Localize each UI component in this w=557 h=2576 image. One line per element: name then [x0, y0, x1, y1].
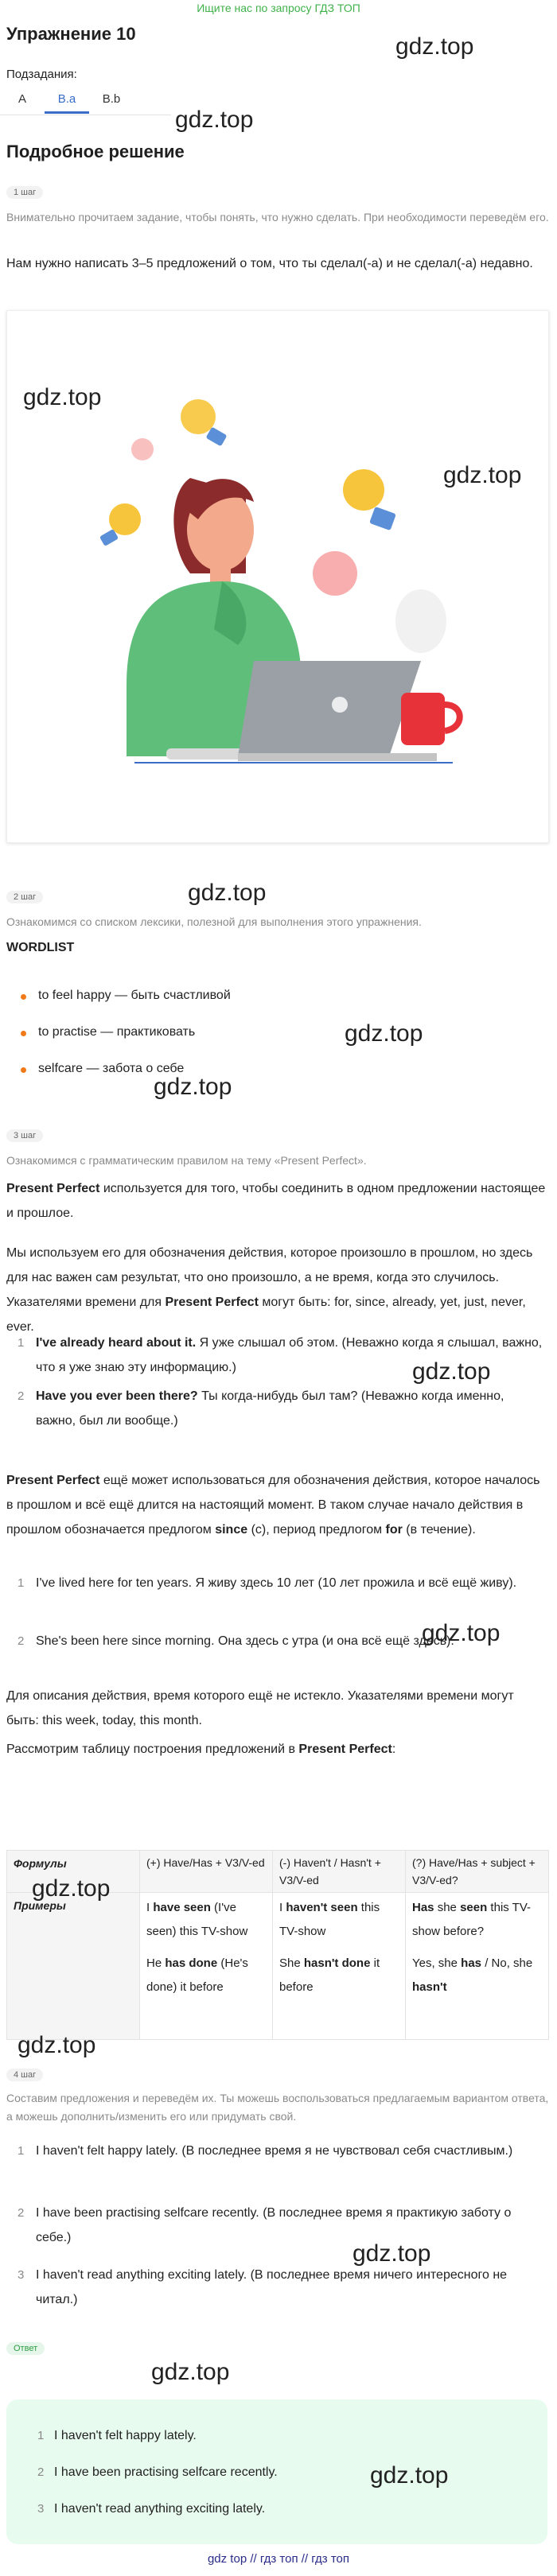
watermark: gdz.top — [175, 107, 254, 133]
step-badge: 3 шаг — [6, 1129, 43, 1142]
table-cell: Has she seen this TV-show before? Yes, she has / No, she hasn't — [406, 1893, 549, 2040]
bullet-icon — [21, 994, 26, 1000]
table-row-label: Примеры — [7, 1893, 140, 2040]
step-hint: Ознакомимся со списком лексики, полезной для выполнения этого упражнения. — [6, 915, 422, 928]
solution-heading: Подробное решение — [6, 142, 185, 161]
page-title: Упражнение 10 — [6, 24, 136, 44]
list-number: 2 — [18, 2206, 25, 2220]
answer-item: I haven't read anything exciting lately. — [54, 2502, 266, 2516]
table-header: (+) Have/Has + V3/V-ed — [140, 1851, 273, 1893]
list-item: to practise — практиковать — [38, 1025, 196, 1039]
list-number: 1 — [37, 2429, 45, 2442]
watermark: gdz.top — [151, 2359, 230, 2385]
list-number: 3 — [37, 2502, 45, 2516]
watermark: gdz.top — [443, 462, 522, 488]
watermark: gdz.top — [345, 1020, 423, 1047]
watermark: gdz.top — [412, 1358, 491, 1385]
footer-links[interactable]: gdz top // гдз топ // гдз топ — [207, 2552, 350, 2566]
watermark: gdz.top — [23, 384, 102, 410]
watermark: gdz.top — [32, 1875, 111, 1902]
illustration — [6, 310, 549, 843]
tab-b-b[interactable]: B.b — [102, 92, 121, 106]
step-hint: Внимательно прочитаем задание, чтобы понять, что нужно сделать. При необходимости переведём его. — [6, 211, 549, 223]
list-number: 3 — [18, 2268, 25, 2282]
list-item: to feel happy — быть счастливой — [38, 989, 231, 1002]
step-badge: 4 шаг — [6, 2069, 43, 2081]
list-item: I've already heard about it. Я уже слышал об этом. (Неважно когда я слышал, важно, что я уже знаю эту информацию.) — [36, 1336, 543, 1374]
list-item: I've lived here for ten years. Я живу здесь 10 лет (10 лет прожила и всё ещё живу). — [36, 1576, 517, 1590]
tab-b-a[interactable]: B.a — [45, 87, 89, 114]
subtasks-label: Подзадания: — [6, 68, 77, 81]
lightbulb-icon — [181, 399, 228, 446]
table-cell: I have seen (I've seen) this TV-show He has done (He's done) it before — [140, 1893, 273, 2040]
table-cell: I haven't seen this TV-show She hasn't done it before — [273, 1893, 406, 2040]
watermark: gdz.top — [188, 880, 267, 906]
list-item: I haven't felt happy lately. (В последнее время я не чувствовал себя счастливым.) — [36, 2144, 513, 2158]
list-item: selfcare — забота о себе — [38, 1062, 185, 1075]
search-hint-link[interactable]: Ищите нас по запросу ГДЗ ТОП — [197, 2, 360, 14]
step-badge: 2 шаг — [6, 891, 43, 903]
step-hint: Ознакомимся с грамматическим правилом на тему «Present Perfect». — [6, 1154, 367, 1167]
list-number: 2 — [18, 1634, 25, 1648]
list-item: She's been here since morning. Она здесь с утра (и она всё ещё здесь). — [36, 1634, 454, 1648]
lightbulb-icon — [343, 469, 396, 530]
table-header: (?) Have/Has + subject + V3/V-ed? — [406, 1851, 549, 1893]
list-number: 1 — [18, 1336, 25, 1350]
answer-badge: Ответ — [6, 2342, 45, 2355]
watermark: gdz.top — [154, 1074, 232, 1100]
watermark: gdz.top — [395, 33, 474, 60]
list-number: 2 — [37, 2465, 45, 2479]
paragraph: Present Perfect используется для того, чтобы соединить в одном предложении настоящее и прошлое. — [6, 1182, 546, 1220]
list-number: 1 — [18, 2144, 25, 2158]
paragraph: Для описания действия, время которого ещё не истекло. Указателями времени могут быть: this week, today, this month. — [6, 1689, 514, 1727]
step-hint: Составим предложения и переведём их. Ты можешь воспользоваться предлагаемым вариантом ответа, а можешь дополнить/изменить его или придумать свой. — [6, 2092, 549, 2123]
answer-item: I haven't felt happy lately. — [54, 2429, 197, 2442]
list-number: 2 — [18, 1389, 25, 1403]
list-item: I haven't read anything exciting lately. (В последнее время ничего интересного не читал.) — [36, 2268, 508, 2306]
paragraph: Мы используем его для обозначения действия, которое произошло в прошлом, но здесь для нас важен сам результат, что оно произошло, а не время, когда это случилось. Указателями времени для Present Perfect могут быть: for, since, already, yet, just, never, ever. — [6, 1246, 533, 1334]
list-number: 1 — [18, 1576, 25, 1590]
paragraph: Рассмотрим таблицу построения предложений в Present Perfect: — [6, 1743, 396, 1756]
wordlist-title: WORDLIST — [6, 941, 75, 954]
step-badge: 1 шаг — [6, 186, 43, 199]
lightbulb-icon — [99, 503, 141, 546]
tab-a[interactable]: A — [18, 92, 26, 106]
paragraph: Present Perfect ещё может использоваться для обозначения действия, которое началось в прошлом и всё ещё длится на настоящий момент. В таком случае начало действия в прошлом обозначается предлогом since (с), период предлогом for (в течение). — [6, 1474, 540, 1537]
watermark: gdz.top — [18, 2032, 96, 2058]
answer-box — [6, 2399, 547, 2544]
bullet-icon — [21, 1067, 26, 1073]
bullet-icon — [21, 1031, 26, 1036]
table-header: (-) Haven't / Hasn't + V3/V-ed — [273, 1851, 406, 1893]
list-item: Have you ever been there? Ты когда-нибудь был там? (Неважно когда именно, важно, был ли вообще.) — [36, 1389, 504, 1428]
watermark: gdz.top — [353, 2240, 431, 2267]
watermark: gdz.top — [370, 2462, 449, 2489]
step-text: Нам нужно написать 3–5 предложений о том, что ты сделал(-а) и не сделал(-а) недавно. — [6, 257, 533, 270]
list-item: I have been practising selfcare recently. (В последнее время я практикую заботу о себе.) — [36, 2206, 512, 2244]
subtask-tabs — [0, 87, 171, 115]
watermark: gdz.top — [422, 1620, 501, 1646]
table-header: Формулы — [7, 1851, 140, 1893]
answer-item: I have been practising selfcare recently. — [54, 2465, 278, 2479]
